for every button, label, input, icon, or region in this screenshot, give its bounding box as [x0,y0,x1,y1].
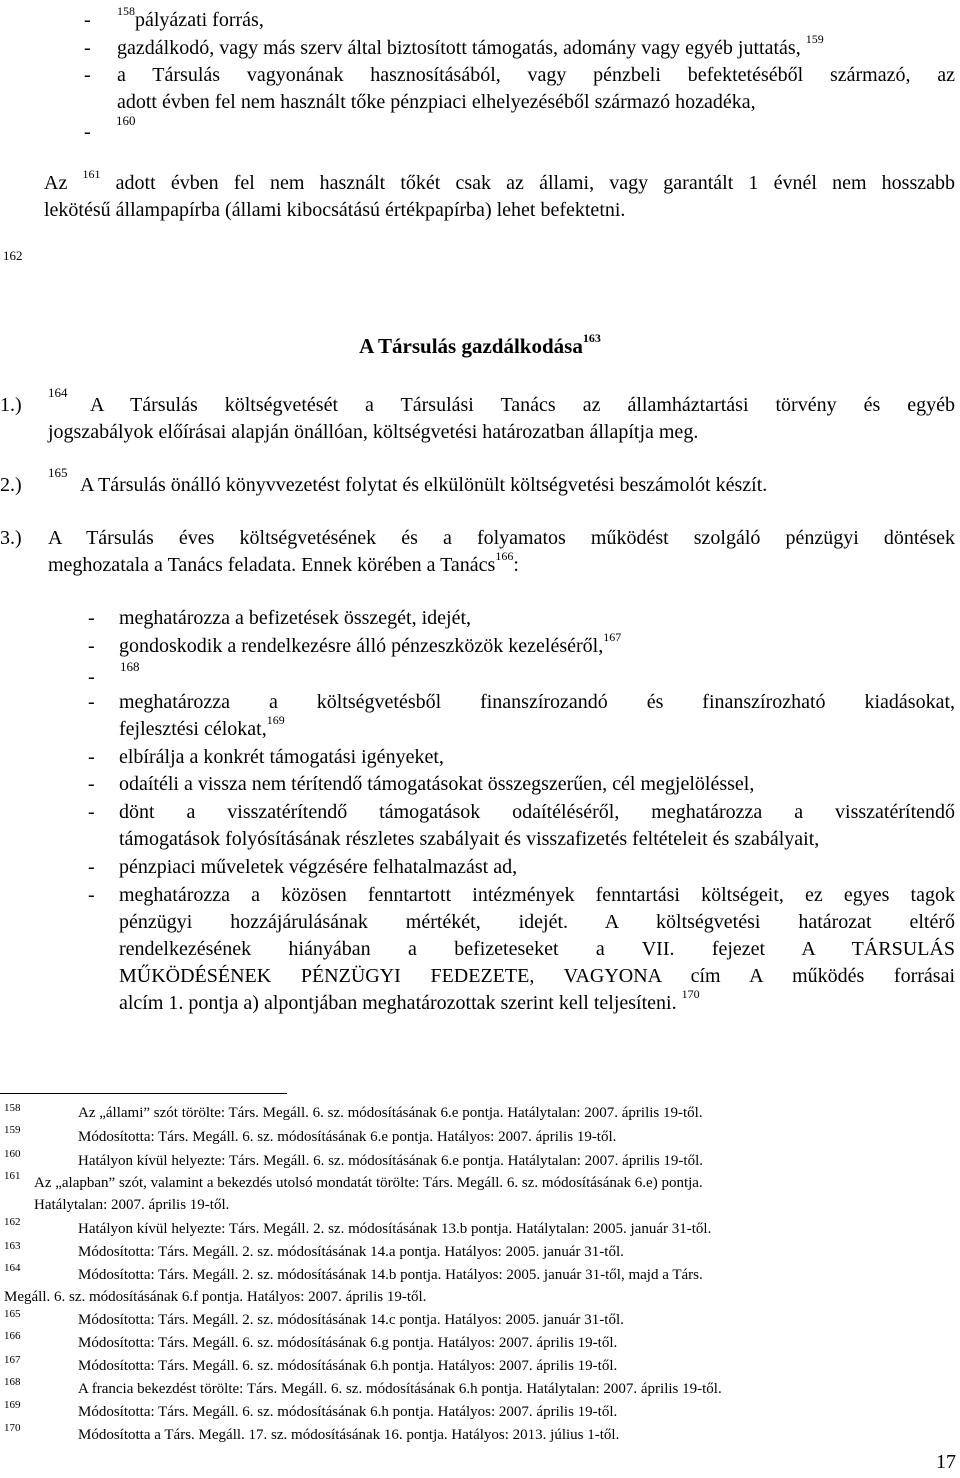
footnote-text: Módosította: Társ. Megáll. 6. sz. módosításának 6.e pontja. Hatályos: 2007. április 19-től. [78,1129,617,1145]
footnote-ref[interactable]: 168 [120,659,140,674]
task-item-continuation: rendelkezésének hiányában a befizeteseket a VII. fejezet A TÁRSULÁS [119,938,955,960]
footnote-text-continuation: Hatálytalan: 2007. április 19-től. [34,1197,230,1213]
footnote-text: A francia bekezdést törölte: Társ. Megáll. 6. sz. módosításának 6.h pontja. Hatálytalan: 2007. április 19-től. [78,1381,722,1397]
point-number: 3.) [0,527,22,549]
footnote-text: Módosította: Társ. Megáll. 2. sz. módosításának 14.a pontja. Hatályos: 2005. január 31-től. [78,1244,624,1260]
list-dash: - [84,121,91,143]
footnote-text: Módosította: Társ. Megáll. 2. sz. módosításának 14.b pontja. Hatályos: 2005. január 31-től, majd a Társ. [78,1267,703,1283]
task-item: meghatározza a költségvetésből finanszírozandó és finanszírozható kiadásokat, [119,691,955,713]
footnote-text: Hatályon kívül helyezte: Társ. Megáll. 6. sz. módosításának 6.e pontja. Hatálytalan: 2007. április 19-től. [78,1153,703,1169]
footnote-ref[interactable]: 166 [495,549,514,564]
task-item: dönt a visszatérítendő támogatások odaítéléséről, meghatározza a visszatérítendő [119,801,955,823]
list-dash: - [88,773,95,795]
list-dash: - [84,64,91,86]
list-item: a Társulás vagyonának hasznosításából, vagy pénzbeli befektetéséből származó, az [117,64,955,86]
footnote-text: Módosította: Társ. Megáll. 2. sz. módosításának 14.c pontja. Hatályos: 2005. január 31-től. [78,1312,624,1328]
task-item: odaítéli a vissza nem térítendő támogatásokat összegszerűen, cél megjelöléssel, [119,773,755,795]
footnote-number: 159 [4,1124,21,1136]
footnote-number: 161 [4,1170,21,1182]
list-dash: - [88,884,95,906]
point-number: 2.) [0,474,22,496]
footnote-text: Módosította: Társ. Megáll. 6. sz. módosításának 6.h pontja. Hatályos: 2007. április 19-től. [78,1358,618,1374]
task-item: meghatározza a befizetések összegét, idejét, [119,607,472,629]
footnote-number: 164 [4,1262,21,1274]
footnote-number: 163 [4,1240,21,1252]
task-item: elbírálja a konkrét támogatási igényeket, [119,746,444,768]
footnote-number: 170 [4,1422,21,1434]
footnote-number: 166 [4,1330,21,1342]
paragraph-line: Az $^{161}$ adott évben fel nem használt tőkét csak az állami, vagy garantált 1 évnél nem hosszabb [44,167,955,194]
footnote-ref[interactable]: 165 [48,465,68,480]
footnote-number: 162 [4,1216,21,1228]
footnote-ref[interactable]: 159 [805,32,824,47]
footnote-text: Módosította: Társ. Megáll. 6. sz. módosításának 6.h pontja. Hatályos: 2007. április 19-től. [78,1404,618,1420]
point-text: A Társulás önálló könyvvezetést folytat és elkülönült költségvetési beszámolót készít. [80,474,768,496]
footnote-ref[interactable]: 162 [3,248,23,263]
footnote-text: Az „állami” szót törölte: Társ. Megáll. 6. sz. módosításának 6.e pontja. Hatálytalan: 2007. április 19-től. [78,1105,703,1121]
list-item: gazdálkodó, vagy más szerv által biztosított támogatás, adomány vagy egyéb juttatás, $^{159}$ [117,32,824,59]
list-item-continuation: adott évben fel nem használt tőke pénzpiaci elhelyezéséből származó hozadéka, [117,91,756,113]
footnote-text-continuation: Megáll. 6. sz. módosításának 6.f pontja. Hatályos: 2007. április 19-től. [4,1289,427,1305]
page-number: 17 [936,1451,956,1473]
paragraph-line: lekötésű állampapírba (állami kibocsátású értékpapírba) lehet befektetni. [44,199,626,221]
footnote-text: Módosította a Társ. Megáll. 17. sz. módosításának 16. pontja. Hatályos: 2013. július 1-től. [78,1427,620,1443]
footnote-separator [0,1093,287,1094]
list-dash: - [88,635,95,657]
footnote-ref[interactable]: 161 [82,167,101,182]
point-number: 1.) [0,394,22,416]
point-text: A Társulás költségvetését a Társulási Tanács az államháztartási törvény és egyéb [90,394,955,416]
task-item-continuation: támogatások folyósításának részletes szabályait és visszafizetés feltételeit és szabályait, [119,828,820,850]
list-dash: - [88,607,95,629]
task-item-continuation: fejlesztési célokat,$^{169}$ [119,713,285,740]
list-dash: - [88,691,95,713]
task-item: meghatározza a közösen fenntartott intézmények fenntartási költségeit, ez egyes tagok [119,884,955,906]
footnote-ref[interactable]: 163 [582,331,601,345]
footnote-ref[interactable]: 164 [48,385,68,400]
list-dash: - [84,9,91,31]
point-text: A Társulás éves költségvetésének és a folyamatos működést szolgáló pénzügyi döntések [48,527,955,549]
footnote-text: Módosította: Társ. Megáll. 6. sz. módosításának 6.g pontja. Hatályos: 2007. április 19-től. [78,1335,618,1351]
footnote-ref[interactable]: 160 [116,113,136,128]
task-item-continuation: pénzügyi hozzájárulásának mértékét, idejét. A költségvetési határozat eltérő [119,911,955,933]
footnote-ref[interactable]: 167 [603,630,622,645]
list-dash: - [88,746,95,768]
footnote-ref[interactable]: 158 [117,4,135,19]
list-dash: - [84,37,91,59]
footnote-ref[interactable]: 170 [681,987,700,1002]
list-dash: - [88,666,95,688]
list-dash: - [88,801,95,823]
footnote-number: 160 [4,1148,21,1160]
list-item: $^{158}$pályázati forrás, [117,4,264,31]
task-item: pénzpiaci műveletek végzésére felhatalmazást ad, [119,856,518,878]
list-dash: - [88,856,95,878]
task-item-continuation: alcím 1. pontja a) alpontjában meghatározottak szerint kell teljesíteni. $^{170}$ [119,987,700,1014]
point-text: meghozatala a Tanács feladata. Ennek körében a Tanács$^{166}$: [48,549,519,576]
footnote-text: Az „alapban” szót, valamint a bekezdés utolsó mondatát törölte: Társ. Megáll. 6. sz. módosításának 6.e) pontja. [34,1175,703,1191]
point-text: jogszabályok előírásai alapján önállóan, költségvetési határozatban állapítja meg. [48,421,699,443]
footnote-number: 158 [4,1102,21,1114]
footnote-ref[interactable]: 169 [266,713,285,728]
task-item-continuation: MŰKÖDÉSÉNEK PÉNZÜGYI FEDEZETE, VAGYONA cím A működés forrásai [119,965,955,987]
footnote-number: 165 [4,1308,21,1320]
footnote-number: 167 [4,1354,21,1366]
footnote-text: Hatályon kívül helyezte: Társ. Megáll. 2. sz. módosításának 13.b pontja. Hatálytalan: 2005. január 31-től. [78,1221,712,1237]
section-heading: A Társulás gazdálkodása$^{163}$ [359,331,601,358]
footnote-number: 168 [4,1376,21,1388]
task-item: gondoskodik a rendelkezésre álló pénzeszközök kezeléséről,$^{167}$ [119,630,622,657]
footnote-number: 169 [4,1399,21,1411]
